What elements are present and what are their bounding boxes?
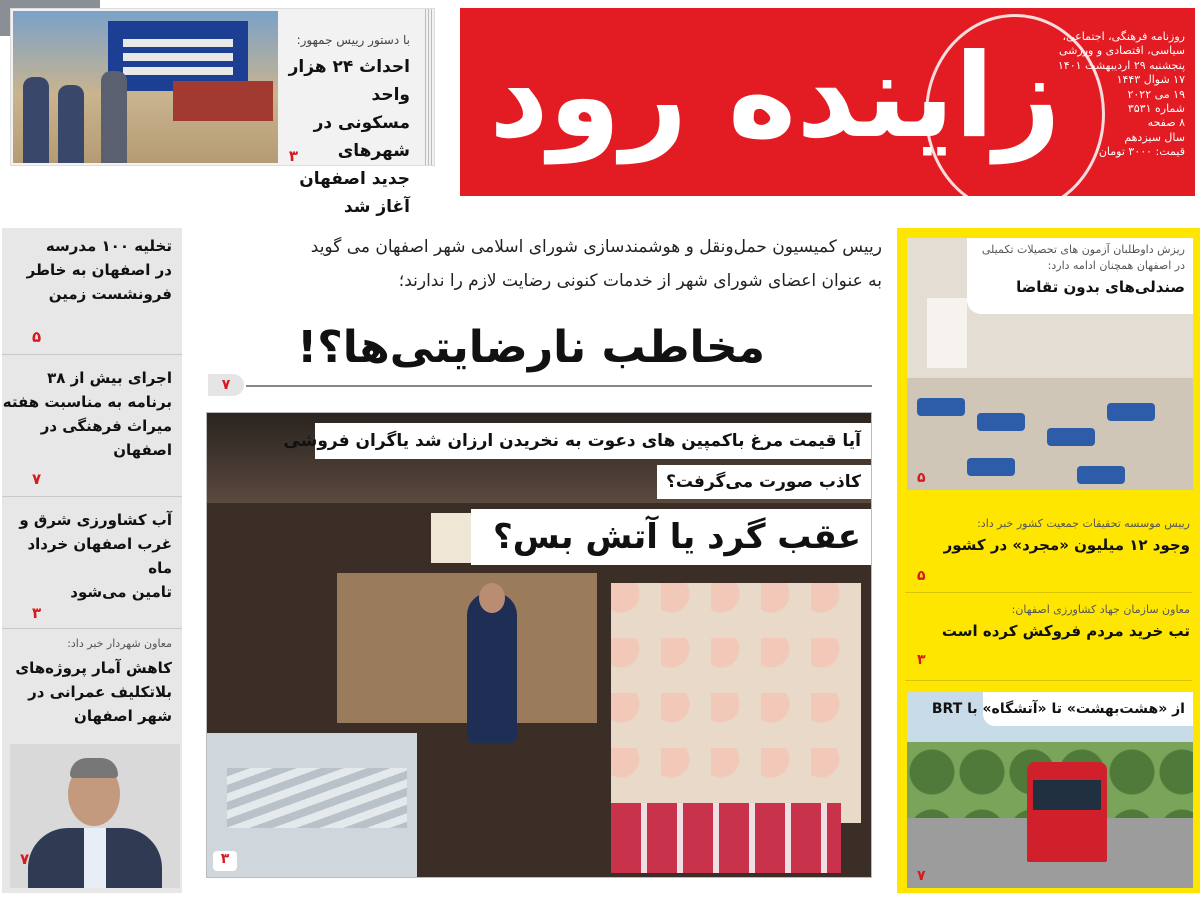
issue-info-line: ۱۷ شوال ۱۴۴۳ xyxy=(1116,73,1185,87)
hall-window xyxy=(927,298,967,368)
page-number: ۵ xyxy=(32,328,42,346)
decorative-stripes xyxy=(425,9,434,165)
person-figure xyxy=(23,77,49,163)
news-headline[interactable] xyxy=(278,53,410,221)
seated-man xyxy=(467,593,517,743)
issue-info-line: ۱۹ می ۲۰۲۲ xyxy=(1127,87,1185,101)
news-item[interactable] xyxy=(2,234,182,306)
issue-info xyxy=(1057,30,1185,160)
chicken-display xyxy=(611,583,861,823)
exam-desk xyxy=(967,458,1015,476)
divider xyxy=(905,680,1192,681)
masthead xyxy=(460,8,1195,196)
exam-desk xyxy=(1047,428,1095,446)
caption-title: صندلی‌های بدون تقاضا xyxy=(1016,278,1185,296)
groundbreaking-photo xyxy=(13,11,278,163)
page-number: ۳ xyxy=(32,604,42,622)
news-title-line: غرب اصفهان خرداد ماه xyxy=(27,535,172,577)
news-title-line: برنامه به مناسبت هفته xyxy=(2,393,172,411)
seated-man-head xyxy=(479,583,505,613)
truck-shape xyxy=(173,81,273,121)
news-kicker: معاون شهردار خبر داد: xyxy=(67,637,172,650)
person-figure xyxy=(58,85,84,163)
news-item[interactable] xyxy=(2,508,182,604)
news-title-line: بلاتکلیف عمرانی در xyxy=(28,683,172,701)
brt-title: از «هشت‌بهشت» تا «آتشگاه» با BRT xyxy=(983,692,1193,726)
official-portrait xyxy=(10,744,180,888)
headline-line: مسکونی در شهرهای xyxy=(313,113,410,161)
news-title: وجود ۱۲ میلیون «مجرد» در کشور xyxy=(943,536,1190,554)
divider xyxy=(905,592,1192,593)
left-column xyxy=(2,228,182,893)
divider xyxy=(2,354,182,355)
portrait-shirt xyxy=(84,828,106,888)
issue-info-line: سال سیزدهم xyxy=(1124,130,1185,144)
issue-info-line: قیمت: ۳۰۰۰ تومان xyxy=(1098,145,1185,159)
news-item[interactable] xyxy=(910,516,1190,558)
lead-kicker xyxy=(200,230,882,298)
portrait-hair xyxy=(70,758,118,778)
news-item[interactable] xyxy=(2,636,182,728)
page-number: ۷ xyxy=(917,868,926,884)
exam-desk xyxy=(977,413,1025,431)
divider xyxy=(2,496,182,497)
top-news-box[interactable] xyxy=(10,8,435,217)
lead-kicker-line: به عنوان اعضای شورای شهر از خدمات کنونی رضایت لازم را ندارند؛ xyxy=(398,271,882,291)
photo-caption-box xyxy=(967,238,1193,314)
news-title-line: شهر اصفهان xyxy=(74,707,172,725)
meat-packages xyxy=(611,803,841,873)
issue-info-line: روزنامه فرهنگی، اجتماعی، xyxy=(1062,30,1185,43)
brt-bus xyxy=(1027,762,1107,862)
photo-kicker-line: آیا قیمت مرغ باکمپین های دعوت به نخریدن ارزان شد یاگران فروشی xyxy=(315,423,871,459)
newspaper-logo: زاینده رود xyxy=(489,29,1061,164)
fish-tray xyxy=(227,768,407,828)
exam-desk xyxy=(917,398,965,416)
page-number: ۳ xyxy=(288,147,298,165)
exam-desk xyxy=(1107,403,1155,421)
news-title-line: تخلیه ۱۰۰ مدرسه xyxy=(45,237,172,255)
issue-info-line: سیاسی، اقتصادی و ورزشی xyxy=(1059,44,1185,58)
caption-kicker-line: در اصفهان همچنان ادامه دارد: xyxy=(1047,259,1185,272)
news-title-line: آب کشاورزی شرق و xyxy=(19,511,172,529)
bus-windshield xyxy=(1033,780,1101,810)
news-title: تب خرید مردم فروکش کرده است xyxy=(941,622,1190,640)
lead-rule xyxy=(208,374,872,393)
exam-hall-photo[interactable] xyxy=(907,238,1193,490)
news-title-line: فرونشست زمین xyxy=(48,285,172,303)
page-number: ۵ xyxy=(917,568,926,584)
news-item[interactable] xyxy=(910,602,1190,644)
person-figure xyxy=(101,71,127,163)
headline-line: جدید اصفهان آغاز شد xyxy=(299,169,410,217)
photo-headline[interactable]: عقب گرد یا آتش بس؟ xyxy=(471,509,871,565)
lead-title[interactable]: مخاطب نارضایتی‌ها؟! xyxy=(297,322,765,373)
news-kicker: با دستور رییس جمهور: xyxy=(296,33,410,47)
lead-kicker-line: رییس کمیسیون حمل‌ونقل و هوشمندسازی شورای اسلامی شهر اصفهان می گوید xyxy=(310,237,882,257)
headline-line: احداث ۲۴ هزار واحد xyxy=(288,57,410,105)
divider xyxy=(2,628,182,629)
page-number: ۳ xyxy=(213,851,237,871)
news-title-line: در اصفهان به خاطر xyxy=(26,261,172,279)
news-kicker: معاون سازمان جهاد کشاورزی اصفهان: xyxy=(1011,603,1190,616)
issue-info-line: پنجشنبه ۲۹ اردیبهشت ۱۴۰۱ xyxy=(1057,58,1185,72)
page-number: ۵ xyxy=(917,470,926,486)
news-kicker: رییس موسسه تحقیقات جمعیت کشور خبر داد: xyxy=(977,517,1190,530)
right-column xyxy=(897,228,1200,893)
issue-info-line: شماره ۳۵۳۱ xyxy=(1127,102,1185,116)
page-number: ۳ xyxy=(917,652,926,668)
brt-bus-photo[interactable] xyxy=(907,692,1193,888)
butcher-shop-photo[interactable] xyxy=(206,412,872,878)
page-number: ۷ xyxy=(20,850,30,868)
issue-info-line: ۸ صفحه xyxy=(1147,116,1185,130)
news-item[interactable] xyxy=(2,366,182,462)
photo-kicker-line: کاذب صورت می‌گرفت؟ xyxy=(657,465,871,499)
news-title-line: تامین می‌شود xyxy=(70,583,172,601)
rule-line xyxy=(246,385,872,387)
news-title-line: میراث فرهنگی در اصفهان xyxy=(40,417,172,459)
page-number: ۷ xyxy=(208,374,244,396)
caption-kicker-line: ریزش داوطلبان آزمون های تحصیلات تکمیلی xyxy=(981,243,1185,256)
page-number: ۷ xyxy=(32,470,42,488)
exam-desk xyxy=(1077,466,1125,484)
news-title-line: کاهش آمار پروژه‌های xyxy=(15,659,172,677)
news-title-line: اجرای بیش از ۳۸ xyxy=(47,369,172,387)
